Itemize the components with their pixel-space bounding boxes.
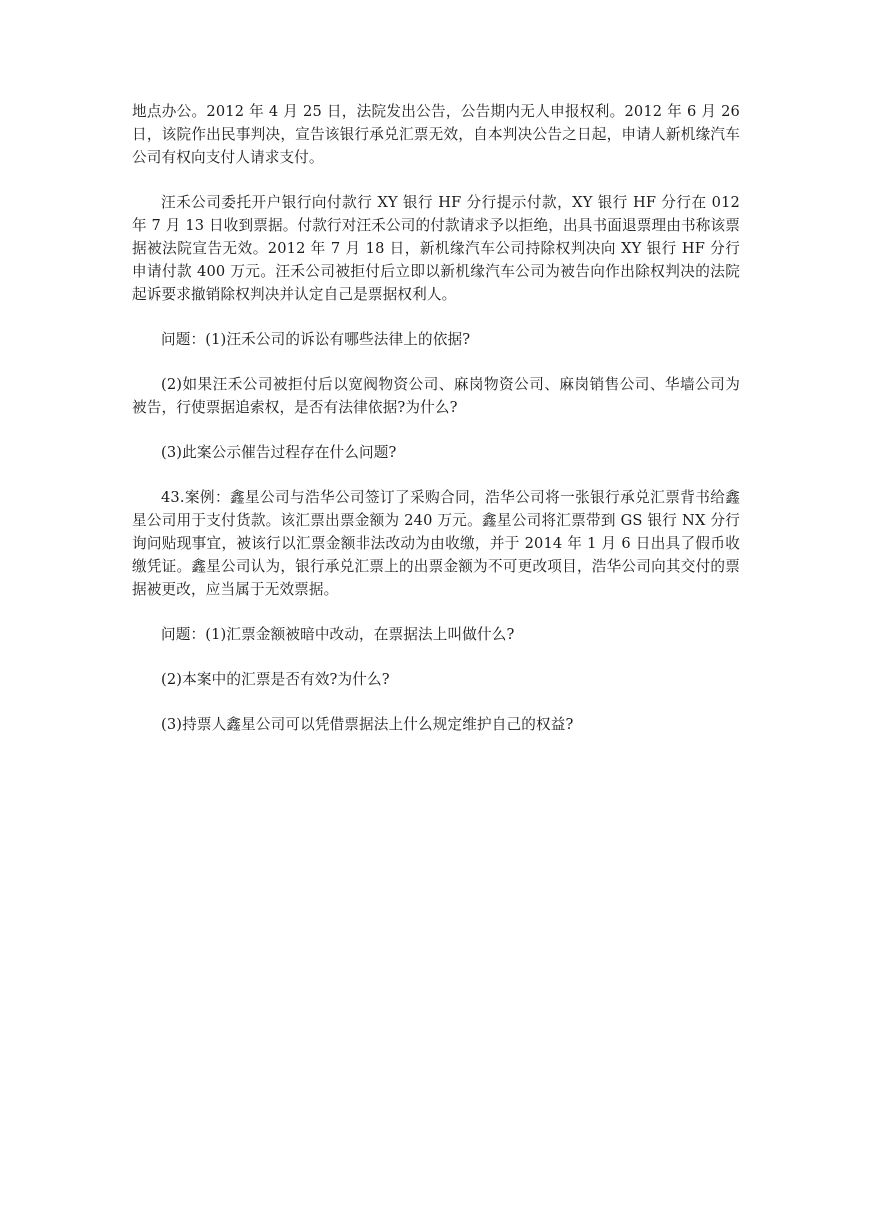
paragraph-continuation: 地点办公。2012 年 4 月 25 日，法院发出公告，公告期内无人申报权利。2012 年 6 月 26 日，该院作出民事判决，宣告该银行承兑汇票无效，自本判决公告之日起，申请人新机缘汽车公司有权向支付人请求支付。 — [132, 103, 740, 166]
question-2: (2)如果汪禾公司被拒付后以宽阀物资公司、麻岗物资公司、麻岗销售公司、华墙公司为被告，行使票据追索权，是否有法律依据?为什么? — [132, 376, 740, 416]
question-3: (3)此案公示催告过程存在什么问题? — [161, 444, 397, 461]
case-43-paragraph: 43.案例：鑫星公司与浩华公司签订了采购合同，浩华公司将一张银行承兑汇票背书给鑫星公司用于支付货款。该汇票出票金额为 240 万元。鑫星公司将汇票带到 GS 银行 NX 分行询问贴现事宜，被该行以汇票金额非法改动为由收缴，并于 2014 年 1 月 6 日出具了假币收缴凭证。鑫星公司认为，银行承兑汇票上的出票金额为不可更改项目，浩华公司向其交付的票据被更改，应当属于无效票据。 — [132, 489, 740, 598]
question-1: 问题：(1)汪禾公司的诉讼有哪些法律上的依据? — [161, 331, 471, 348]
case-43-question-2: (2)本案中的汇票是否有效?为什么? — [161, 671, 390, 688]
document-page — [132, 100, 740, 758]
case-43-question-1: 问题：(1)汇票金额被暗中改动，在票据法上叫做什么? — [161, 626, 515, 643]
paragraph-case-facts: 汪禾公司委托开户银行向付款行 XY 银行 HF 分行提示付款，XY 银行 HF 分行在 012 年 7 月 13 日收到票据。付款行对汪禾公司的付款请求予以拒绝，出具书面退票理由书称该票据被法院宣告无效。2012 年 7 月 18 日，新机缘汽车公司持除权判决向 XY 银行 HF 分行申请付款 400 万元。汪禾公司被拒付后立即以新机缘汽车公司为被告向作出除权判决的法院起诉要求撤销除权判决并认定自己是票据权利人。 — [132, 194, 740, 303]
case-43-question-3: (3)持票人鑫星公司可以凭借票据法上什么规定维护自己的权益? — [161, 716, 574, 733]
